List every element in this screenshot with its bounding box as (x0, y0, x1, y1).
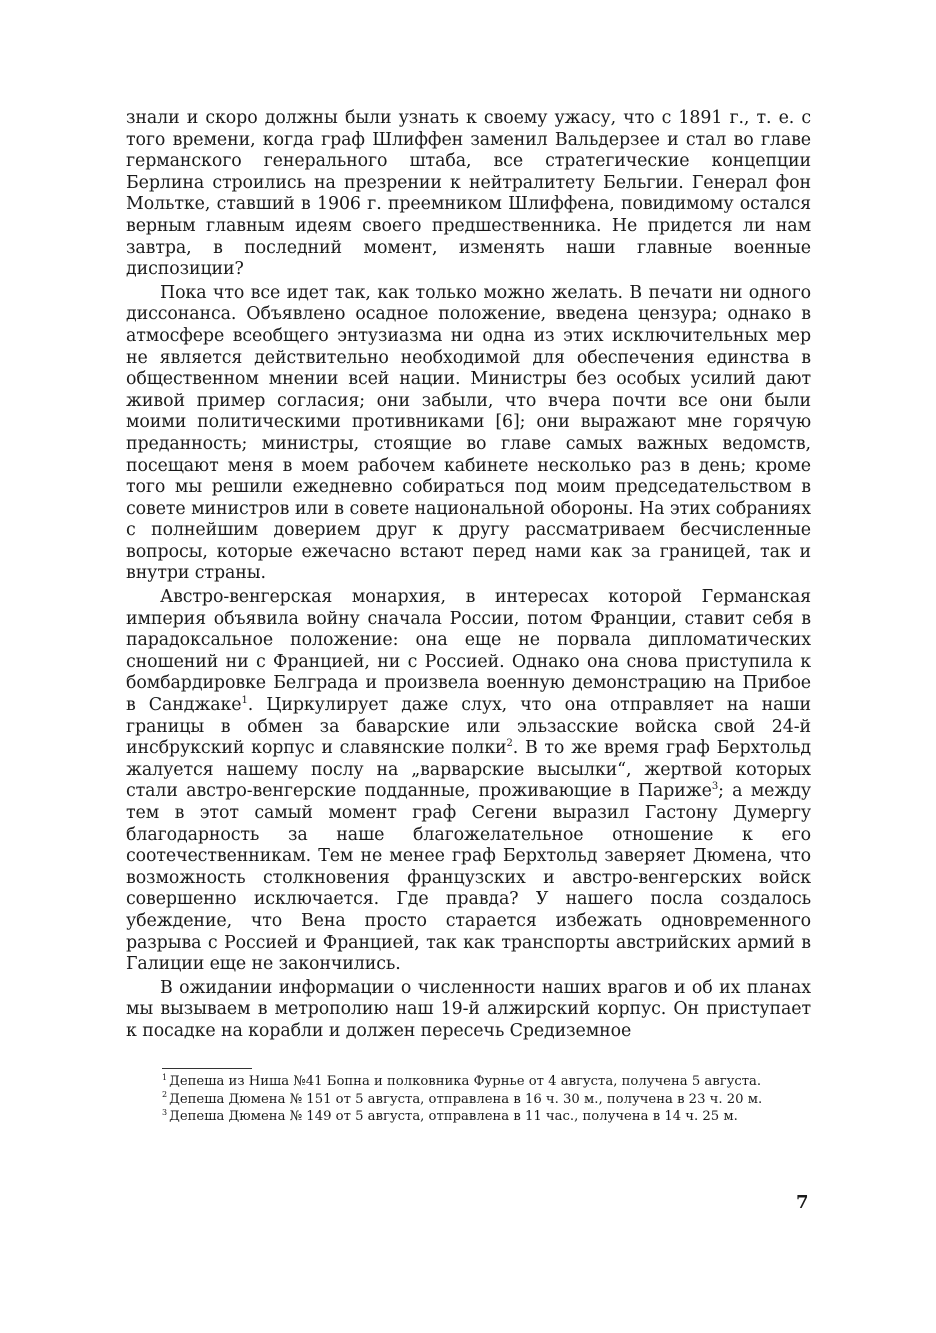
paragraph-3-part-4: ; а между тем в этот самый момент граф Сегени выразил Гастону Думергу благодарность за наше благожелательное отношение к его соотечественникам. Тем не менее граф Берхтольд заверяет Дюмена, что возможность столкновения французских и австро-венгерских войск совершенно исключается. Где правда? У нашего посла создалось убеждение, что Вена просто старается избежать одновременного разрыва с Россией и Францией, так как транспорты австрийских армий в Галиции еще не закончились. (126, 781, 811, 975)
footnote-text: Депеша Дюмена № 151 от 5 августа, отправлена в 16 ч. 30 м., получена в 23 ч. 20 м. (169, 1091, 763, 1107)
footnote-ref-3[interactable]: 3 (711, 781, 719, 793)
footnote-number: 1 (162, 1072, 168, 1082)
footnote-text: Депеша из Ниша №41 Бопна и полковника Фурнье от 4 августа, получена 5 августа. (169, 1074, 762, 1089)
paragraph-1: знали и скоро должны были узнать к своему ужасу, что с 1891 г., т. е. с того времени, когда граф Шлиффен заменил Вальдерзее и стал во главе германского генерального штаба, все стратегические концепции Берлина строились на презрении к нейтралитету Бельгии. Генерал фон Мольтке, ставший в 1906 г. преемником Шлиффена, повидимому остался верным главным идеям своего предшественника. Не придется ли нам завтра, в последний момент, изменять наши главные военные диспозиции? (126, 108, 811, 280)
paragraph-3-part-1: Австро-венгерская монархия, в интересах которой Германская империя объявила войну сначала России, потом Франции, ставит себя в парадоксальное положение: она еще не порвала дипломатических сношений ни с Францией, ни с Россией. Однако она снова приступила к бомбардировке Белграда и произвела военную демонстрацию на Прибое в Санджаке (126, 587, 811, 716)
footnote-ref-2[interactable]: 2 (506, 738, 513, 750)
footnotes (126, 1073, 811, 1126)
footnote-2 (126, 1091, 811, 1109)
footnote-number: 2 (162, 1090, 168, 1100)
footnote-3 (126, 1108, 811, 1126)
footnote-ref-1[interactable]: 1 (241, 695, 248, 707)
page-number: 7 (796, 1192, 809, 1213)
footnote-1 (126, 1073, 811, 1091)
paragraph-4: В ожидании информации о численности наших врагов и об их планах мы вызываем в метрополию наш 19-й алжирский корпус. Он приступает к посадке на корабли и должен пересечь Средиземное (126, 977, 811, 1041)
main-text (126, 108, 811, 1045)
footnote-text: Депеша Дюмена № 149 от 5 августа, отправлена в 11 час., получена в 14 ч. 25 м. (169, 1109, 738, 1124)
paragraph-3-part-3: . В то же время граф Берхтольд жалуется нашему послу на „варварские высылки“, жертвой которых стали австро-венгерские подданные, проживающие в Париже (126, 738, 812, 802)
footnote-separator (162, 1068, 252, 1069)
paragraph-3-part-2: . Циркулирует даже слух, что она отправляет на наши границы в обмен за баварские или эльзасские войска свой 24-й инсбрукский корпус и славянские полки (126, 695, 811, 759)
paragraph-2: Пока что все идет так, как только можно желать. В печати ни одного диссонанса. Объявлено осадное положение, введена цензура; однако в атмосфере всеобщего энтузиазма ни одна из этих исключительных мер не является действительно необходимой для обеспечения единства в общественном мнении всей нации. Министры без особых усилий дают живой пример согласия; они забыли, что вчера почти все они были моими политическими противниками [6]; они выражают мне горячую преданность; министры, стоящие во главе самых важных ведомств, посещают меня в моем рабочем кабинете несколько раз в день; кроме того мы решили ежедневно собираться под моим председательством в совете министров или в совете национальной обороны. На этих собраниях с полнейшим доверием друг к другу рассматриваем бесчисленные вопросы, которые ежечасно встают перед нами как за границей, так и внутри страны. (126, 282, 811, 584)
paragraph-3 (126, 587, 811, 976)
footnote-number: 3 (162, 1107, 168, 1117)
